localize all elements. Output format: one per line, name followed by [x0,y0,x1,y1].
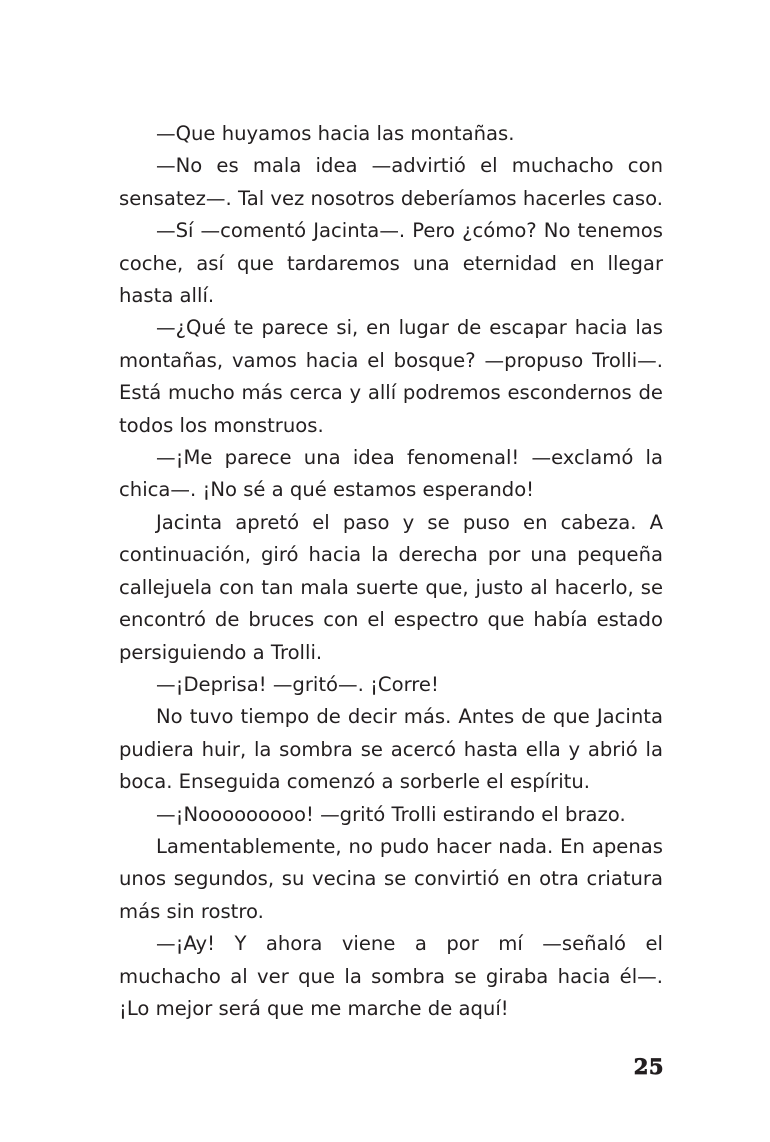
page-number: 25 [633,1054,664,1079]
paragraph: —¡Nooooooooo! —gritó Trolli estirando el brazo. [156,802,626,826]
paragraph: —¿Qué te parece si, en lugar de escapar hacia las montañas, vamos hacia el bosque? —propuso Trolli—. Está mucho más cerca y allí podremos escondernos de todos los monstruos. [119,316,663,437]
paragraph: —¡Me parece una idea fenomenal! —exclamó la chica—. ¡No sé a qué estamos esperando! [119,446,663,502]
paragraph: —Que huyamos hacia las montañas. [156,122,515,145]
paragraph: —Sí —comentó Jacinta—. Pero ¿cómo? No tenemos coche, así que tardaremos una eternidad en llegar hasta allí. [119,219,663,308]
body-text [119,118,663,1025]
paragraph: —¡Ay! Y ahora viene a por mí —señaló el muchacho al ver que la sombra se giraba hacia él—. ¡Lo mejor será que me marche de aquí! [119,932,663,1020]
paragraph: Lamentablemente, no pudo hacer nada. En apenas unos segundos, su vecina se convirtió en otra criatura más sin rostro. [119,834,663,923]
paragraph: —¡Deprisa! —gritó—. ¡Corre! [156,672,439,696]
paragraph: Jacinta apretó el paso y se puso en cabeza. A continuación, giró hacia la derecha por una pequeña callejuela con tan mala suerte que, justo al hacerlo, se encontró de bruces con el espectro que había estado persiguiendo a Trolli. [119,510,663,664]
paragraph: —No es mala idea —advirtió el muchacho con sensatez—. Tal vez nosotros deberíamos hacerles caso. [119,154,663,210]
paragraph: No tuvo tiempo de decir más. Antes de que Jacinta pudiera huir, la sombra se acercó hasta ella y abrió la boca. Enseguida comenzó a sorberle el espíritu. [119,705,663,794]
